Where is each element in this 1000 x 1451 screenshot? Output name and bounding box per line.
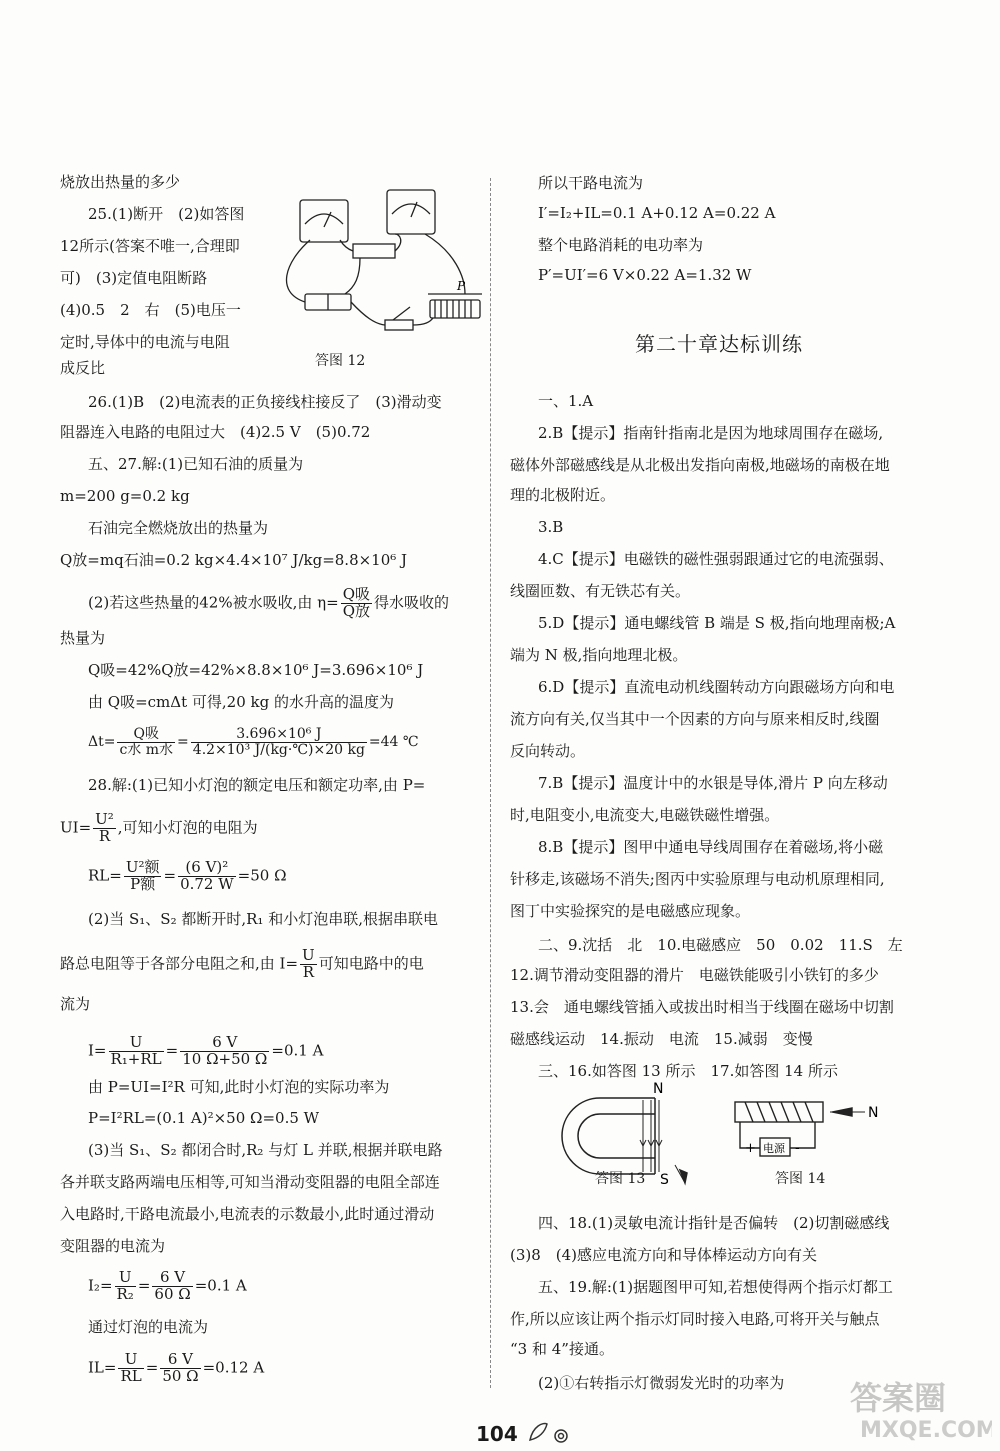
- text-line: 路总电阻等于各部分电阻之和,由 I= $\frac{U}{R}$ 可知电路中的电: [60, 946, 424, 981]
- text-line: 12所示(答案不唯一,合理即: [60, 237, 240, 255]
- answer-19: 五、19.解:(1)据题图甲可知,若想使得两个指示灯都工: [538, 1278, 893, 1296]
- svg-text:P: P: [457, 279, 466, 293]
- equation: Q吸=42%Q放=42%×8.8×10⁶ J=3.696×10⁶ J: [88, 661, 424, 679]
- text-line: 通过灯泡的电流为: [88, 1318, 209, 1336]
- figure-13-caption: 答图 13: [595, 1171, 646, 1187]
- svg-text:-: -: [795, 1141, 800, 1156]
- text-line: 烧放出热量的多少: [60, 173, 181, 191]
- equation: IL= $\frac{U}{RL}$ = $\frac{6 V}{50 \Omega}$ =0.12 A: [88, 1350, 265, 1385]
- text-line: (3)当 S₁、S₂ 都闭合时,R₂ 与灯 L 并联,根据并联电路: [88, 1141, 443, 1159]
- power-source-label: 电源: [763, 1142, 785, 1155]
- answer-16-17: 三、16.如答图 13 所示 17.如答图 14 所示: [538, 1062, 838, 1080]
- figure-14-caption: 答图 14: [775, 1171, 826, 1187]
- compass-north-label: N: [868, 1105, 879, 1121]
- text-line: 端为 N 极,指向地理北极。: [510, 646, 688, 664]
- answer-3: 3.B: [538, 518, 564, 536]
- answer-26: 26.(1)B (2)电流表的正负接线柱接反了 (3)滑动变: [88, 393, 442, 411]
- text-line: (4)0.5 2 右 (5)电压一: [60, 301, 241, 319]
- text-line: 图丁中实验探究的是电磁感应现象。: [510, 902, 751, 920]
- equation: P=I²RL=(0.1 A)²×50 Ω=0.5 W: [88, 1109, 320, 1127]
- text-line: 流为: [60, 995, 91, 1013]
- text-line: 各并联支路两端电压相等,可知当滑动变阻器的电阻全部连: [60, 1173, 440, 1191]
- text-line: 热量为: [60, 629, 106, 647]
- text-line: 流方向有关,仅当其中一个因素的方向与原来相反时,线圈: [510, 710, 880, 728]
- solenoid-figure-14: [720, 1098, 905, 1158]
- text-line: “3 和 4”接通。: [510, 1340, 614, 1358]
- answer-9-11: 二、9.沈括 北 10.电磁感应 50 0.02 11.S 左: [538, 936, 903, 954]
- answer-25: 25.(1)断开 (2)如答图: [88, 205, 245, 223]
- svg-text:MXQE.COM: MXQE.COM: [860, 1418, 992, 1443]
- text-line: 时,电阻变小,电流变大,电磁铁磁性增强。: [510, 806, 780, 824]
- answer-12: 12.调节滑动变阻器的滑片 电磁铁能吸引小铁钉的多少: [510, 966, 879, 984]
- text-line: 理的北极附近。: [510, 486, 616, 504]
- text-line: (3)8 (4)感应电流方向和导体棒运动方向有关: [510, 1246, 818, 1264]
- equation: Δt= $\frac{\text{Q吸}}{\text{c水 m水}}$ = $\frac{\text{3.696×10⁶ J}}{\text{4.2×10³ J/(kg·℃)×20 kg}}$ =44 ℃: [88, 726, 419, 758]
- text-line: 针移走,该磁场不消失;图丙中实验原理与电动机原理相同,: [510, 870, 885, 888]
- answer-14-15: 磁感线运动 14.振动 电流 15.减弱 变慢: [510, 1030, 813, 1048]
- equation: Q放=mq石油=0.2 kg×4.4×10⁷ J/kg=8.8×10⁶ J: [60, 551, 408, 569]
- text-line: 成反比: [60, 359, 106, 377]
- section-title: 第二十章达标训练: [635, 332, 803, 356]
- text-line: 阻器连入电路的电阻过大 (4)2.5 V (5)0.72: [60, 423, 371, 441]
- equation: UI= $\frac{\text{U²}}{R}$ ,可知小灯泡的电阻为: [60, 810, 258, 845]
- answer-18: 四、18.(1)灵敏电流计指针是否偏转 (2)切割磁感线: [538, 1214, 890, 1232]
- text-line: 作,所以应该让两个指示灯同时接入电路,可将开关与触点: [510, 1310, 880, 1328]
- text-line: 可) (3)定值电阻断路: [60, 269, 208, 287]
- text-line: 由 P=UI=I²R 可知,此时小灯泡的实际功率为: [88, 1078, 390, 1096]
- text-line: 石油完全燃烧放出的热量为: [88, 519, 269, 537]
- equation: I′=I₂+IL=0.1 A+0.12 A=0.22 A: [538, 204, 776, 222]
- figure-12-caption: 答图 12: [315, 353, 366, 369]
- equation: RL= $\frac{\text{U²额}}{\text{P额}}$ = $\frac{\text{(6 V)²}}{0.72 W}$ =50 Ω: [88, 858, 287, 893]
- text-line: 磁体外部磁感线是从北极出发指向南极,地磁场的南极在地: [510, 456, 890, 474]
- equation: I= $\frac{U}{\text{R₁+RL}}$ = $\frac{6 V}{10 \Omega+50 \Omega}$ =0.1 A: [88, 1033, 324, 1068]
- answer-28: 28.解:(1)已知小灯泡的额定电压和额定功率,由 P=: [88, 776, 426, 794]
- answer-13: 13.会 通电螺线管插入或拔出时相当于线圈在磁场中切割: [510, 998, 894, 1016]
- answer-5: 5.D【提示】通电螺线管 B 端是 S 极,指向地理南极;A: [538, 614, 896, 632]
- leaf-ornament-icon: [525, 1418, 575, 1446]
- south-label: S: [660, 1172, 669, 1188]
- text-line: (2)①右转指示灯微弱发光时的功率为: [538, 1374, 785, 1392]
- equation: P′=UI′=6 V×0.22 A=1.32 W: [538, 266, 752, 284]
- watermark-logo: [842, 1371, 992, 1443]
- circuit-figure-12: [265, 182, 490, 342]
- page-number: 104: [476, 1422, 518, 1446]
- column-divider: [490, 178, 491, 1388]
- svg-text:+: +: [745, 1141, 756, 1156]
- equation: I₂= $\frac{U}{\text{R₂}}$ = $\frac{6 V}{60 \Omega}$ =0.1 A: [88, 1268, 247, 1303]
- svg-text:答案圈: 答案圈: [850, 1379, 947, 1417]
- answer-1: 一、1.A: [538, 392, 594, 410]
- text-line: 定时,导体中的电流与电阻: [60, 333, 230, 351]
- answer-2: 2.B【提示】指南针指南北是因为地球周围存在磁场,: [538, 424, 884, 442]
- text-line: 所以干路电流为: [538, 174, 644, 192]
- equation: m=200 g=0.2 kg: [60, 487, 190, 505]
- text-line: 入电路时,干路电流最小,电流表的示数最小,此时通过滑动: [60, 1205, 435, 1223]
- north-label: N: [653, 1081, 664, 1097]
- fraction: $\frac{\text{Q吸}}{\text{Q放}}$: [342, 585, 370, 620]
- text-line: 线圈匝数、有无铁芯有关。: [510, 582, 691, 600]
- text-line: (2)当 S₁、S₂ 都断开时,R₁ 和小灯泡串联,根据串联电: [88, 910, 438, 928]
- text-line: 由 Q吸=cmΔt 可得,20 kg 的水升高的温度为: [88, 693, 394, 711]
- text-line: 变阻器的电流为: [60, 1237, 166, 1255]
- answer-27: 五、27.解:(1)已知石油的质量为: [88, 455, 304, 473]
- answer-7: 7.B【提示】温度计中的水银是导体,滑片 P 向左移动: [538, 774, 888, 792]
- text-line: (2)若这些热量的42%被水吸收,由 η= $\frac{\text{Q吸}}{\text{Q放}}$ 得水吸收的: [88, 585, 450, 620]
- text-line: 整个电路消耗的电功率为: [538, 236, 704, 254]
- answer-8: 8.B【提示】图甲中通电导线周围存在着磁场,将小磁: [538, 838, 884, 856]
- answer-6: 6.D【提示】直流电动机线圈转动方向跟磁场方向和电: [538, 678, 895, 696]
- answer-4: 4.C【提示】电磁铁的磁性强弱跟通过它的电流强弱、: [538, 550, 894, 568]
- text-line: 反向转动。: [510, 742, 586, 760]
